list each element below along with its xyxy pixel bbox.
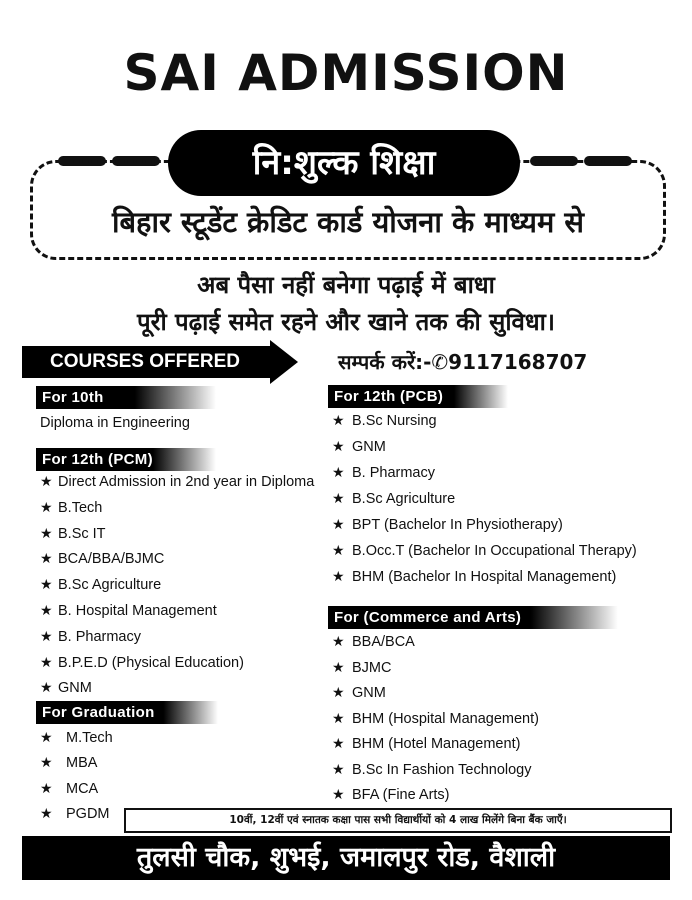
list-item bbox=[40, 754, 97, 771]
course-label: B.Tech bbox=[58, 499, 103, 516]
course-label: GNM bbox=[352, 685, 386, 701]
star-icon: ★ bbox=[332, 542, 345, 558]
page-title: SAI ADMISSION bbox=[123, 44, 569, 102]
course-label: B. Hospital Management bbox=[58, 603, 217, 619]
star-icon: ★ bbox=[40, 679, 53, 696]
course-label: B.Sc IT bbox=[58, 525, 106, 542]
course-label: GNM bbox=[352, 439, 386, 455]
star-icon: ★ bbox=[40, 653, 53, 670]
course-label: MCA bbox=[66, 780, 99, 797]
list-item bbox=[332, 659, 391, 676]
course-label: BBA/BCA bbox=[352, 634, 415, 650]
star-icon: ★ bbox=[40, 576, 53, 593]
star-icon: ★ bbox=[332, 735, 345, 751]
course-label: BPT (Bachelor In Physiotherapy) bbox=[352, 517, 563, 533]
star-icon: ★ bbox=[40, 473, 53, 489]
tagline-1: अब पैसा नहीं बनेगा पढ़ाई में बाधा bbox=[197, 271, 495, 299]
list-item bbox=[40, 576, 161, 593]
star-icon: ★ bbox=[40, 524, 53, 541]
star-icon: ★ bbox=[332, 568, 345, 584]
list-item bbox=[40, 550, 164, 567]
list-item bbox=[40, 473, 314, 490]
star-icon: ★ bbox=[40, 779, 53, 796]
list-item bbox=[332, 633, 415, 650]
list-item bbox=[332, 516, 563, 533]
list-item bbox=[332, 568, 616, 585]
star-icon: ★ bbox=[332, 684, 345, 700]
list-item bbox=[332, 412, 437, 429]
star-icon: ★ bbox=[40, 627, 53, 644]
star-icon: ★ bbox=[332, 464, 345, 480]
star-icon: ★ bbox=[40, 602, 53, 618]
star-icon: ★ bbox=[332, 709, 345, 726]
star-icon: ★ bbox=[40, 804, 53, 821]
star-icon: ★ bbox=[332, 490, 345, 506]
category-for-10th: For 10th bbox=[36, 386, 216, 409]
arrow-icon bbox=[270, 340, 298, 384]
star-icon: ★ bbox=[40, 498, 53, 515]
list-item bbox=[40, 415, 190, 431]
list-item bbox=[332, 761, 531, 778]
list-item bbox=[332, 438, 386, 455]
course-label: B.P.E.D (Physical Education) bbox=[58, 654, 244, 671]
star-icon: ★ bbox=[332, 760, 345, 777]
list-item bbox=[332, 710, 539, 727]
course-label: B.Sc Agriculture bbox=[352, 491, 456, 507]
course-label: B. Pharmacy bbox=[58, 628, 141, 645]
course-label: B.Occ.T (Bachelor In Occupational Therapy) bbox=[352, 543, 637, 559]
course-label: BHM (Hospital Management) bbox=[352, 710, 539, 727]
star-icon: ★ bbox=[40, 754, 53, 771]
list-item bbox=[332, 542, 637, 559]
course-label: BCA/BBA/BJMC bbox=[58, 551, 165, 568]
star-icon: ★ bbox=[332, 438, 345, 454]
list-item bbox=[332, 490, 455, 507]
course-label: PGDM bbox=[66, 805, 110, 822]
course-label: Direct Admission in 2nd year in Diploma bbox=[58, 474, 315, 490]
course-label: BHM (Hotel Management) bbox=[352, 736, 521, 752]
course-label: BFA (Fine Arts) bbox=[352, 787, 450, 803]
course-label: B.Sc Nursing bbox=[352, 413, 437, 429]
contact-number: सम्पर्क करें:-✆9117168707 bbox=[338, 350, 588, 374]
course-label: MBA bbox=[66, 755, 98, 772]
star-icon: ★ bbox=[332, 658, 345, 675]
list-item bbox=[40, 628, 141, 645]
list-item bbox=[40, 499, 102, 516]
tagline-2: पूरी पढ़ाई समेत रहने और खाने तक की सुविधा। bbox=[137, 308, 555, 336]
courses-offered-banner: COURSES OFFERED bbox=[22, 346, 272, 378]
list-item bbox=[332, 464, 435, 481]
course-label: B. Pharmacy bbox=[352, 465, 435, 481]
category-for-12th-pcb: For 12th (PCB) bbox=[328, 385, 508, 408]
course-label: BHM (Bachelor In Hospital Management) bbox=[352, 569, 617, 585]
star-icon: ★ bbox=[332, 786, 345, 802]
course-label: M.Tech bbox=[66, 730, 113, 746]
star-icon: ★ bbox=[40, 550, 53, 567]
list-item bbox=[332, 786, 450, 803]
star-icon: ★ bbox=[40, 729, 53, 745]
category-for-graduation: For Graduation bbox=[36, 701, 218, 724]
list-item bbox=[40, 780, 98, 797]
address-footer: तुलसी चौक, शुभई, जमालपुर रोड, वैशाली bbox=[22, 836, 670, 880]
star-icon: ★ bbox=[332, 516, 345, 532]
list-item bbox=[40, 602, 217, 619]
list-item bbox=[40, 679, 92, 696]
list-item bbox=[332, 684, 386, 701]
list-item bbox=[40, 525, 106, 542]
loan-note: 10वीं, 12वीं एवं स्नातक कक्षा पास सभी विद्यार्थीयों को 4 लाख मिलेंगे बिना बैंक जाएँ। bbox=[124, 808, 672, 833]
course-label: B.Sc Agriculture bbox=[58, 577, 162, 594]
list-item bbox=[332, 735, 520, 752]
category-commerce-arts: For (Commerce and Arts) bbox=[328, 606, 618, 629]
list-item bbox=[40, 654, 244, 671]
list-item bbox=[40, 729, 113, 746]
course-label: BJMC bbox=[352, 659, 392, 676]
star-icon: ★ bbox=[332, 633, 345, 649]
course-label: GNM bbox=[58, 680, 92, 697]
scheme-line: बिहार स्टूडेंट क्रेडिट कार्ड योजना के माध्यम से bbox=[111, 205, 584, 239]
category-for-12th-pcm: For 12th (PCM) bbox=[36, 448, 216, 471]
course-label: B.Sc In Fashion Technology bbox=[352, 761, 532, 778]
star-icon: ★ bbox=[332, 412, 345, 428]
free-education-badge: नि:शुल्क शिक्षा bbox=[168, 130, 520, 196]
course-label: Diploma in Engineering bbox=[40, 415, 190, 431]
list-item bbox=[40, 805, 110, 822]
